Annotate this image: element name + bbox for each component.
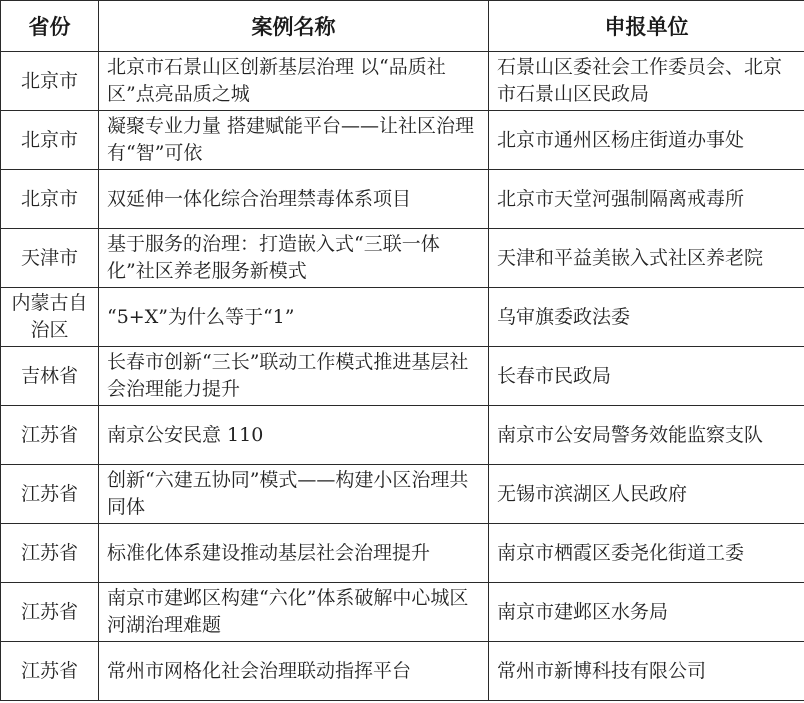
header-unit: 申报单位 xyxy=(489,1,804,52)
case-name-cell: 双延伸一体化综合治理禁毒体系项目 xyxy=(99,170,489,229)
table-row xyxy=(1,642,804,701)
header-case-name: 案例名称 xyxy=(99,1,489,52)
unit-cell: 南京市建邺区水务局 xyxy=(489,583,804,642)
case-name-cell: 基于服务的治理：打造嵌入式“三联一体化”社区养老服务新模式 xyxy=(99,229,489,288)
province-cell: 江苏省 xyxy=(1,465,99,524)
header-row xyxy=(1,1,804,52)
province-cell: 内蒙古自治区 xyxy=(1,288,99,347)
province-cell: 吉林省 xyxy=(1,347,99,406)
case-name-cell: “5+X”为什么等于“1” xyxy=(99,288,489,347)
case-name-cell: 标准化体系建设推动基层社会治理提升 xyxy=(99,524,489,583)
unit-cell: 常州市新博科技有限公司 xyxy=(489,642,804,701)
unit-cell: 无锡市滨湖区人民政府 xyxy=(489,465,804,524)
table-row xyxy=(1,583,804,642)
header-province: 省份 xyxy=(1,1,99,52)
case-name-cell: 创新“六建五协同”模式——构建小区治理共同体 xyxy=(99,465,489,524)
table-row xyxy=(1,229,804,288)
unit-cell: 天津和平益美嵌入式社区养老院 xyxy=(489,229,804,288)
unit-cell: 长春市民政局 xyxy=(489,347,804,406)
province-cell: 北京市 xyxy=(1,111,99,170)
unit-cell: 北京市天堂河强制隔离戒毒所 xyxy=(489,170,804,229)
province-cell: 江苏省 xyxy=(1,406,99,465)
province-cell: 江苏省 xyxy=(1,642,99,701)
case-name-cell: 凝聚专业力量 搭建赋能平台——让社区治理有“智”可依 xyxy=(99,111,489,170)
unit-cell: 乌审旗委政法委 xyxy=(489,288,804,347)
unit-cell: 石景山区委社会工作委员会、北京市石景山区民政局 xyxy=(489,52,804,111)
province-cell: 江苏省 xyxy=(1,524,99,583)
case-name-cell: 南京公安民意 110 xyxy=(99,406,489,465)
case-name-cell: 北京市石景山区创新基层治理 以“品质社区”点亮品质之城 xyxy=(99,52,489,111)
case-name-cell: 南京市建邺区构建“六化”体系破解中心城区河湖治理难题 xyxy=(99,583,489,642)
case-name-cell: 长春市创新“三长”联动工作模式推进基层社会治理能力提升 xyxy=(99,347,489,406)
unit-cell: 南京市公安局警务效能监察支队 xyxy=(489,406,804,465)
case-name-cell: 常州市网格化社会治理联动指挥平台 xyxy=(99,642,489,701)
province-cell: 天津市 xyxy=(1,229,99,288)
table-row xyxy=(1,288,804,347)
table-row xyxy=(1,52,804,111)
table-row xyxy=(1,406,804,465)
table-row xyxy=(1,111,804,170)
table-row xyxy=(1,170,804,229)
province-cell: 北京市 xyxy=(1,170,99,229)
table-row xyxy=(1,465,804,524)
province-cell: 北京市 xyxy=(1,52,99,111)
unit-cell: 南京市栖霞区委尧化街道工委 xyxy=(489,524,804,583)
unit-cell: 北京市通州区杨庄街道办事处 xyxy=(489,111,804,170)
province-cell: 江苏省 xyxy=(1,583,99,642)
table-row xyxy=(1,524,804,583)
table-row xyxy=(1,347,804,406)
